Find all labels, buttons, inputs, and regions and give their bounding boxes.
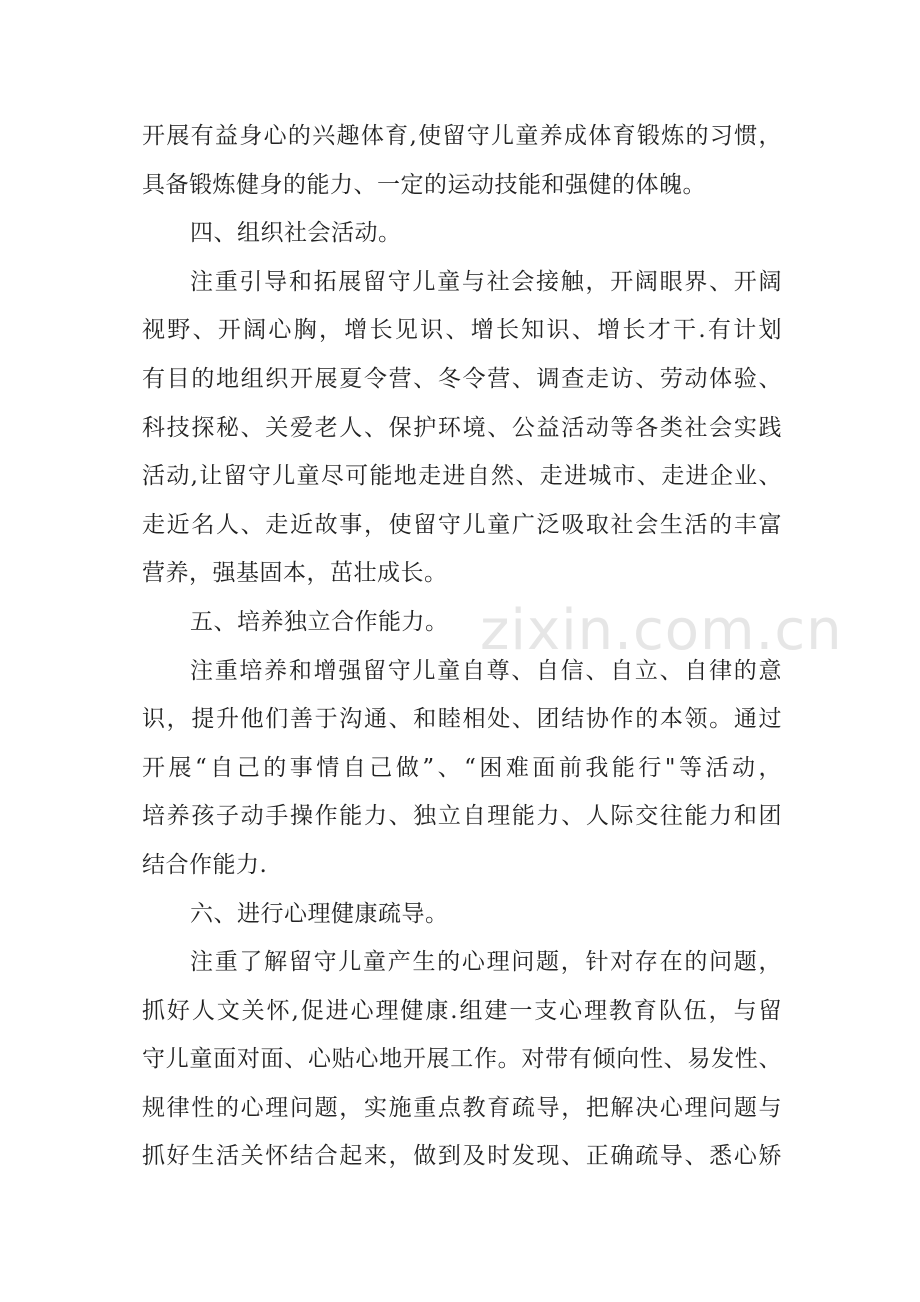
section-heading-5: 五、培养独立合作能力。 (190, 608, 449, 635)
paragraph-line: 注重引导和拓展留守儿童与社会接触，开阔眼界、开阔 (190, 268, 782, 295)
paragraph-line: 规律性的心理问题，实施重点教育疏导，把解决心理问题与 (142, 1094, 782, 1121)
watermark: zixin.com.cn (480, 598, 843, 663)
paragraph-line: 抓好生活关怀结合起来，做到及时发现、正确疏导、悉心矫 (142, 1143, 782, 1170)
paragraph-line: 守儿童面对面、心贴心地开展工作。对带有倾向性、易发性、 (142, 1046, 782, 1073)
paragraph-line: 视野、开阔心胸，增长见识、增长知识、增长才干.有计划 (142, 317, 782, 344)
paragraph-line: 注重了解留守儿童产生的心理问题，针对存在的问题， (190, 949, 782, 976)
paragraph-line: 有目的地组织开展夏令营、冬令营、调查走访、劳动体验、 (142, 365, 782, 392)
paragraph-line: 科技探秘、关爱老人、保护环境、公益活动等各类社会实践 (142, 414, 782, 441)
document-body (142, 112, 782, 1181)
paragraph-line: 活动,让留守儿童尽可能地走进自然、走进城市、走进企业、 (142, 463, 782, 490)
paragraph-line: 注重培养和增强留守儿童自尊、自信、自立、自律的意 (190, 657, 782, 684)
paragraph-line: 抓好人文关怀,促进心理健康.组建一支心理教育队伍，与留 (142, 997, 782, 1024)
paragraph-line: 结合作能力. (142, 851, 268, 878)
paragraph-line: 开展有益身心的兴趣体育,使留守儿童养成体育锻炼的习惯， (142, 123, 782, 149)
paragraph-line: 具备锻炼健身的能力、一定的运动技能和强健的体魄。 (142, 171, 706, 198)
paragraph-line: 开展“自己的事情自己做”、“困难面前我能行"等活动， (142, 754, 782, 781)
section-heading-6: 六、进行心理健康疏导。 (190, 900, 449, 927)
section-heading-4: 四、组织社会活动。 (190, 220, 402, 247)
paragraph-line: 识，提升他们善于沟通、和睦相处、团结协作的本领。通过 (142, 706, 782, 733)
paragraph-line: 走近名人、走近故事，使留守儿童广泛吸取社会生活的丰富 (142, 511, 782, 538)
paragraph-line: 培养孩子动手操作能力、独立自理能力、人际交往能力和团 (142, 803, 782, 830)
paragraph-line: 营养，强基固本，茁壮成长。 (142, 560, 448, 587)
